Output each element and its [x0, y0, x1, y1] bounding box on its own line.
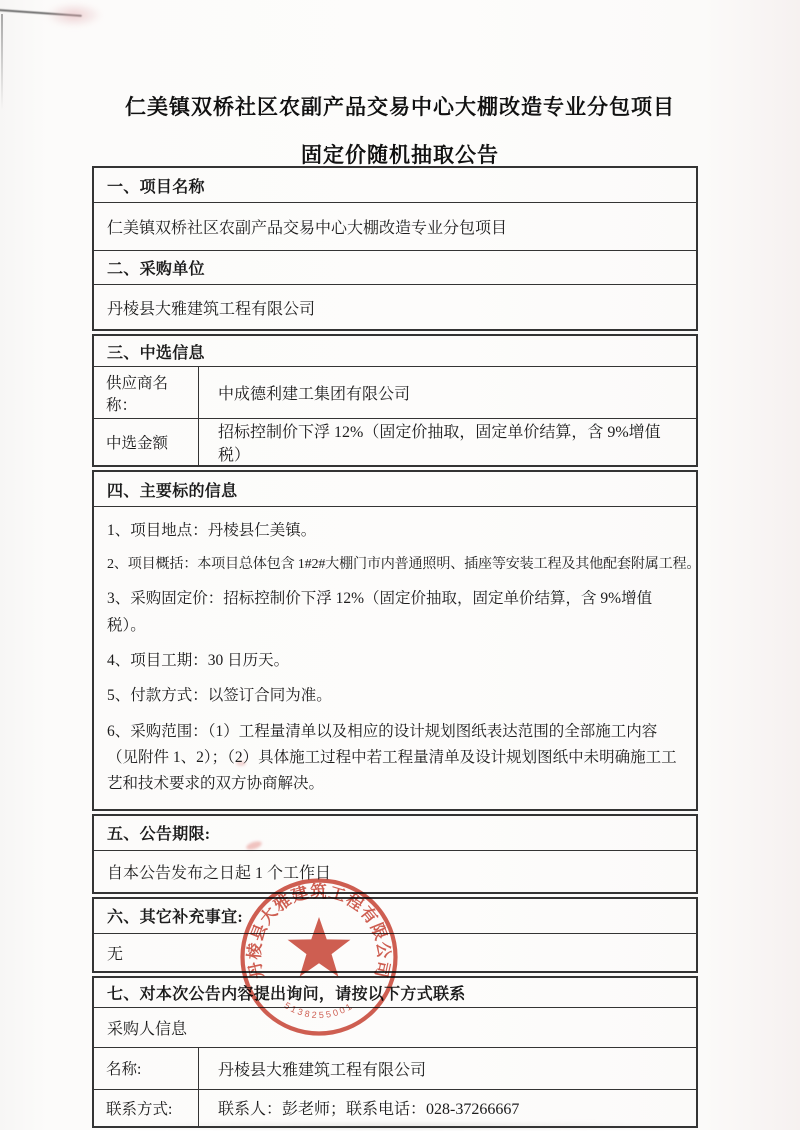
seal-serial-text: 5138255001: [282, 1000, 356, 1021]
section5-header: 五、公告期限:: [107, 826, 211, 844]
document-title-line2: 固定价随机抽取公告: [301, 143, 499, 167]
subject-item-fixed-price: 3、采购固定价：招标控制价下浮 12%（固定价抽取，固定单价结算，含 9%增值税）。: [107, 590, 653, 634]
purchaser-name-label: 名称:: [94, 1048, 199, 1089]
selected-amount-value: 招标控制价下浮 12%（固定价抽取，固定单价结算，含 9%增值税）: [218, 424, 661, 464]
announcement-table: [92, 166, 701, 1131]
contact-method-value: 联系人：彭老师；联系电话：028-37266667: [218, 1101, 520, 1119]
seal-company-text: 丹棱县大雅建筑工程有限公司: [245, 882, 393, 981]
supplier-row: [94, 366, 696, 418]
selected-amount-label: 中选金额: [94, 419, 199, 465]
section2-value: 丹棱县大雅建筑工程有限公司: [94, 284, 696, 329]
contact-method-label: 联系方式:: [94, 1090, 199, 1126]
selected-amount-row: [94, 418, 696, 465]
section-contact: [92, 976, 698, 1128]
subject-item-duration: 4、项目工期：30 日历天。: [107, 651, 290, 669]
subject-item-location: 1、项目地点：丹棱县仁美镇。: [107, 522, 317, 539]
purchaser-info-label: 采购人信息: [94, 1007, 696, 1047]
subject-item-scope: 6、采购范围：（1）工程量清单以及相应的设计规划图纸表达范围的全部施工内容（见附件 1、2）；（2）具体施工过程中若工程量清单及设计规划图纸中未明确施工工艺和技术要求的双方协商解决。: [107, 722, 677, 793]
section3-header: 三、中选信息: [107, 344, 205, 362]
supplier-name-label: 供应商名称：: [94, 367, 199, 418]
section-project-and-purchaser: [92, 166, 698, 331]
subject-item-overview: 2、项目概括：本项目总体包含 1#2#大棚门市内普通照明、插座等安装工程及其他配套附属工程。: [107, 556, 701, 573]
section7-header: 七、对本次公告内容提出询问，请按以下方式联系: [107, 985, 466, 1003]
purchaser-name-row: [94, 1047, 696, 1089]
section1-value: 仁美镇双桥社区农副产品交易中心大棚改造专业分包项目: [94, 202, 696, 250]
section4-content: [94, 506, 701, 809]
supplier-name-value: 中成德利建工集团有限公司: [218, 386, 411, 403]
contact-method-row: [94, 1089, 696, 1126]
section4-header: 四、主要标的信息: [107, 482, 238, 500]
section6-value: 无: [94, 933, 696, 971]
section-supplementary: [92, 897, 698, 973]
scan-smudge: [45, 3, 103, 27]
section-announcement-period: [92, 814, 698, 894]
section1-header: 一、项目名称: [107, 178, 205, 196]
section5-value: 自本公告发布之日起 1 个工作日: [94, 850, 696, 892]
section2-header: 二、采购单位: [94, 250, 696, 284]
purchaser-name-value: 丹棱县大雅建筑工程有限公司: [218, 1061, 427, 1079]
section6-header: 六、其它补充事宜:: [107, 909, 244, 927]
section-subject-info: [92, 470, 701, 811]
subject-item-payment: 5、付款方式：以签订合同为准。: [107, 687, 332, 705]
section-selection-info: [92, 334, 698, 467]
document-title-line1: 仁美镇双桥社区农副产品交易中心大棚改造专业分包项目: [125, 95, 675, 119]
